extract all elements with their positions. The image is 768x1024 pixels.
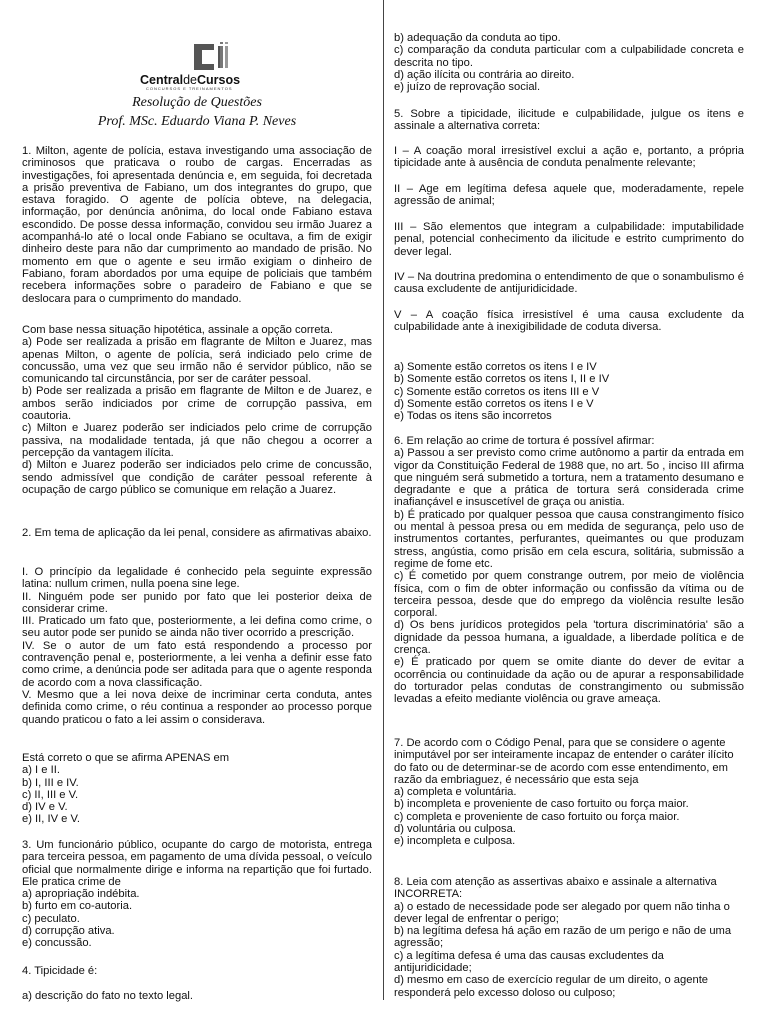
question-text: 3. Um funcionário público, ocupante do cargo de motorista, entrega para terceira pessoa, em pagamento de uma dívida pessoal, o veículo oficial que normalmente dirige e informa na repartição que foi furtado. Ele pratica crime de: [22, 839, 372, 888]
option-e: e) Todas os itens são incorretos: [394, 410, 552, 423]
option-c: c) completa e proveniente de caso fortuito ou força maior.: [394, 810, 680, 823]
option-d: d) Os bens jurídicos protegidos pela 'tortura discriminatória' são a dignidade da pessoa humana, a igualdade, a liberdade política e de crença.: [394, 619, 744, 657]
question-5-options: [394, 361, 744, 422]
question-2: [22, 527, 372, 539]
option-b: b) Somente estão corretos os itens I, II e IV: [394, 373, 610, 386]
question-8: [394, 876, 744, 999]
option-b: b) furto em co-autoria.: [22, 900, 133, 913]
question-5-statement-ii: [394, 183, 744, 208]
question-4: [22, 965, 372, 977]
question-5-statement-iv: [394, 271, 744, 296]
option-a: a) Pode ser realizada a prisão em flagrante de Milton e Juarez, mas apenas Milton, o agente de polícia, será indiciado pelo crime de concussão, uma vez que seu irmão não é servidor público, não se comunicando tal circunstância, por ser de caráter pessoal.: [22, 336, 372, 386]
statement-ii: II. Ninguém pode ser punido por fato que lei posterior deixa de considerar crime.: [22, 590, 372, 615]
question-5: [394, 108, 744, 133]
option-d: d) mesmo em caso de exercício regular de um direito, o agente responderá pelo excesso doloso ou culposo;: [394, 974, 709, 999]
option-a: a) apropriação indébita.: [22, 888, 140, 901]
question-6: [394, 435, 744, 706]
option-a: a) Passou a ser previsto como crime autônomo a partir da entrada em vigor da Constituição Federal de 1988 que, no art. 5o , inciso III afirma que ninguém será submetido a tortura, nem a tratamento desumano e degradante e que a prática de tortura será considerada crime inafiançável e insuscetível de graça ou anistia.: [394, 447, 744, 509]
option-c: c) a legítima defesa é uma das causas excludentes da antijuridicidade;: [394, 949, 664, 975]
logo-de: de: [183, 73, 197, 87]
option-a: a) Somente estão corretos os itens I e IV: [394, 361, 597, 373]
option-b: b) incompleta e proveniente de caso fortuito ou força maior.: [394, 798, 689, 811]
option-a: a) descrição do fato no texto legal.: [22, 990, 194, 1002]
option-e: e) II, IV e V.: [22, 813, 81, 826]
logo-subtitle: CONCURSOS E TREINAMENTOS: [146, 86, 233, 91]
option-c: c) II, III e V.: [22, 788, 79, 801]
option-a: a) I e II.: [22, 764, 60, 777]
statement-i: I. O princípio da legalidade é conhecido pela seguinte expressão latina: nullum crimen, nulla poena sine lege.: [22, 566, 372, 591]
option-c: c) Somente estão corretos os itens III e V: [394, 385, 600, 398]
option-e: e) incompleta e culposa.: [394, 835, 516, 848]
question-text: 2. Em tema de aplicação da lei penal, considere as afirmativas abaixo.: [22, 527, 372, 539]
question-text: 4. Tipicidade é:: [22, 965, 98, 977]
statement-iii: III. Praticado um fato que, posteriormente, a lei defina como crime, o seu autor pode ser punido se ainda não tiver ocorrido a prescrição.: [22, 615, 372, 640]
header: [22, 40, 372, 132]
question-prompt: Com base nessa situação hipotética, assinale a opção correta.: [22, 324, 333, 336]
option-e: e) É praticado por quem se omite diante do dever de evitar a ocorrência ou continuidade da ação ou de apurar a responsabilidade do torturador pelas condutas de constrangimento ou submissão levadas a efeito mediante violência ou grave ameaça.: [394, 656, 744, 706]
question-5-statement-i: [394, 145, 744, 170]
logo-brand: Central: [140, 73, 184, 87]
option-c: c) Milton e Juarez poderão ser indiciados pelo crime de corrupção passiva, na modalidade tentada, já que não chegou a ocorrer a percepção da vantagem ilícita.: [22, 422, 372, 459]
option-b: b) É praticado por qualquer pessoa que causa constrangimento físico ou mental à pessoa presa ou em medida de segurança, pelo uso de instrumentos cortantes, perfurantes, queimantes ou que produzam stress, angústia, como prisão em cela escura, solitária, submissão a regime de fome etc.: [394, 508, 744, 570]
question-1-options: [22, 324, 372, 496]
question-4-option-a: [22, 990, 372, 1002]
question-text: 7. De acordo com o Código Penal, para que se considere o agente inimputável por ser inteiramente incapaz de entender o caráter ilícito do fato ou de determinar-se de acordo com esse entendimento, em razão da embriaguez, é necessário que esta seja: [394, 737, 734, 786]
option-c: c) peculato.: [22, 912, 80, 925]
question-2-options: [22, 752, 372, 826]
statement-iv: IV – Na doutrina predomina o entendimento de que o sonambulismo é causa excludente de antijuridicidade.: [394, 271, 744, 296]
statement-iv: IV. Se o autor de um fato está respondendo a processo por contravenção penal e, posteriormente, a lei venha a definir esse fato como crime, a denúncia pode ser aditada para que o agente responda de acordo com a nova classificação.: [22, 639, 372, 689]
option-a: a) o estado de necessidade pode ser alegado por quem não tinha o dever legal de enfrentar o perigo;: [394, 900, 730, 925]
option-b: b) I, III e IV.: [22, 776, 79, 789]
option-b: b) na legítima defesa há ação em razão de um perigo e não de uma agressão;: [394, 925, 732, 950]
column-divider: [383, 0, 384, 1000]
question-text: 6. Em relação ao crime de tortura é possível afirmar:: [394, 435, 655, 447]
question-4-options: [394, 32, 744, 93]
option-b: b) adequação da conduta ao tipo.: [394, 32, 561, 44]
option-d: d) IV e V.: [22, 801, 68, 814]
statement-i: I – A coação moral irresistível exclui a ação e, portanto, a própria tipicidade ante à ausência de conduta penalmente relevante;: [394, 145, 744, 170]
question-3: [22, 839, 372, 950]
statement-v: V. Mesmo que a lei nova deixe de incriminar certa conduta, antes definida como crime, o réu continua a responder ao processo porque quando praticou o fato a lei assim o considerava.: [22, 688, 372, 726]
option-e: e) juízo de reprovação social.: [394, 81, 541, 94]
page-author: Prof. MSc. Eduardo Viana P. Neves: [97, 114, 297, 129]
option-d: d) corrupção ativa.: [22, 925, 115, 938]
question-5-statement-iii: [394, 221, 744, 258]
logo-cursos: Cursos: [196, 73, 241, 87]
question-7: [394, 737, 744, 848]
option-e: e) concussão.: [22, 937, 92, 950]
question-2-statements: [22, 566, 372, 726]
option-c: c) comparação da conduta particular com a culpabilidade concreta e descrita no tipo.: [394, 44, 744, 69]
option-b: b) Pode ser realizada a prisão em flagrante de Milton e de Juarez, e ambos serão indiciados por crime de corrupção passiva, em coautoria.: [22, 385, 372, 423]
option-a: a) completa e voluntária.: [394, 786, 517, 799]
question-text: 5. Sobre a tipicidade, ilicitude e culpabilidade, julgue os itens e assinale a alternativa correta:: [394, 108, 744, 133]
option-d: d) ação ilícita ou contrária ao direito.: [394, 68, 575, 81]
question-prompt: Está correto o que se afirma APENAS em: [22, 752, 230, 764]
statement-ii: II – Age em legítima defesa aquele que, moderadamente, repele agressão de animal;: [394, 183, 744, 208]
option-d: d) voluntária ou culposa.: [394, 823, 516, 836]
statement-iii: III – São elementos que integram a culpabilidade: imputabilidade penal, potencial conhecimento da ilicitude e estrito cumprimento do dever legal.: [394, 221, 744, 258]
option-d: d) Milton e Juarez poderão ser indiciados pelo crime de concussão, sendo admissível que condição de caráter pessoal referente à ocupação de cargo público se comunique em relação a Juarez.: [22, 459, 372, 496]
question-1: [22, 145, 372, 305]
page-title: Resolução de Questões: [132, 95, 262, 110]
question-text: 8. Leia com atenção as assertivas abaixo e assinale a alternativa INCORRETA:: [394, 876, 717, 901]
logo-wordmark: [140, 73, 240, 87]
question-5-statement-v: [394, 309, 744, 334]
option-c: c) É cometido por quem constrange outrem, por meio de violência física, com o fim de obter informação ou confissão da vítima ou de terceira pessoa, desde que do emprego da violência resulte lesão corporal.: [394, 570, 744, 620]
logo: [140, 40, 280, 91]
statement-v: V – A coação física irresistível é uma causa excludente da culpabilidade ante à inexigibilidade de coduta diversa.: [394, 309, 744, 334]
option-d: d) Somente estão corretos os itens I e V: [394, 397, 594, 410]
question-text: 1. Milton, agente de polícia, estava investigando uma associação de criminosos que praticava o roubo de cargas. Encerradas as investigações, foi apresentada denúncia e, em seguida, foi decretada a prisão preventiva de Fabiano, um dos integrantes do grupo, que estava foragido. O agente de polícia obteve, na delegacia, informação, por denúncia anônima, do local onde Fabiano estava escondido. De posse dessa informação, convidou seu irmão Juarez a acompanhá-lo até o local onde Fabiano se ocultava, a fim de exigir dinheiro deste para não dar cumprimento ao mandado de prisão. No momento em que o agente e seu irmão exigiam o dinheiro de Fabiano, foram abordados por uma equipe de policiais que também recebera informações sobre o paradeiro de Fabiano e que se deslocara para o cumprimento do mandado.: [22, 145, 372, 305]
logo-icon: [192, 40, 232, 74]
